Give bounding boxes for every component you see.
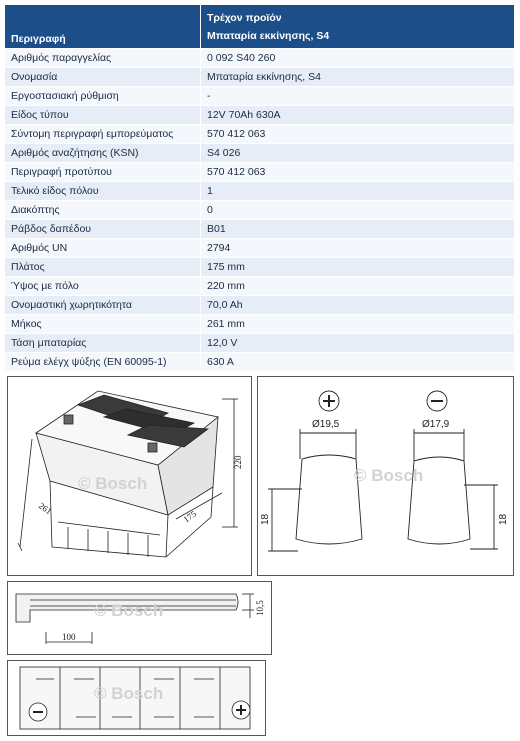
spec-row xyxy=(5,220,515,239)
spec-label: Αριθμός παραγγελίας xyxy=(5,49,201,68)
spec-label: Αριθμός UN xyxy=(5,239,201,258)
watermark: © Bosch xyxy=(354,466,424,485)
spec-row xyxy=(5,106,515,125)
minus-diameter-label: Ø17,9 xyxy=(422,419,450,430)
spec-label: Είδος τύπου xyxy=(5,106,201,125)
watermark: © Bosch xyxy=(94,684,164,703)
plus-height-label: 18 xyxy=(260,513,271,525)
spec-row xyxy=(5,163,515,182)
spec-row xyxy=(5,68,515,87)
spec-row xyxy=(5,201,515,220)
spec-value: 2794 xyxy=(201,239,515,258)
spec-label: Ύψος με πόλο xyxy=(5,277,201,296)
terminal-drawing xyxy=(258,377,513,575)
top-view-drawing-panel xyxy=(7,660,266,736)
spec-label: Περιγραφή προτύπου xyxy=(5,163,201,182)
spec-row xyxy=(5,239,515,258)
spec-value: - xyxy=(201,87,515,106)
terminal-drawing-panel xyxy=(257,376,514,576)
plus-diameter-label: Ø19,5 xyxy=(312,419,340,430)
spec-row xyxy=(5,334,515,353)
watermark: © Bosch xyxy=(78,474,148,493)
spec-label: Σύντομη περιγραφή εμπορεύματος xyxy=(5,125,201,144)
header-title-line2: Μπαταρία εκκίνησης, S4 xyxy=(207,29,330,42)
spec-table-header xyxy=(5,5,515,49)
spec-label: Πλάτος xyxy=(5,258,201,277)
spec-value: 1 xyxy=(201,182,515,201)
spec-value: 570 412 063 xyxy=(201,163,515,182)
battery-length-label: 261 xyxy=(36,500,54,517)
spec-table xyxy=(5,5,515,372)
spec-value: 70,0 Ah xyxy=(201,296,515,315)
spec-label: Τελικό είδος πόλου xyxy=(5,182,201,201)
header-title-line1: Τρέχον προϊόν xyxy=(207,11,282,24)
spec-value: 12V 70Ah 630A xyxy=(201,106,515,125)
spec-label: Ονομασία xyxy=(5,68,201,87)
spec-row xyxy=(5,87,515,106)
base-drawing-panel xyxy=(7,581,272,655)
spec-label: Ονομαστική χωρητικότητα xyxy=(5,296,201,315)
spec-row xyxy=(5,49,515,68)
spec-row xyxy=(5,258,515,277)
spec-value: 0 092 S40 260 xyxy=(201,49,515,68)
spec-value: 570 412 063 xyxy=(201,125,515,144)
battery-width-label: 175 xyxy=(181,508,199,525)
battery-drawing xyxy=(8,377,251,575)
base-drawing xyxy=(8,582,271,654)
watermark: © Bosch xyxy=(94,601,164,620)
spec-row xyxy=(5,125,515,144)
spec-row xyxy=(5,315,515,334)
spec-value: Μπαταρία εκκίνησης, S4 xyxy=(201,68,515,87)
spec-row xyxy=(5,277,515,296)
spec-label: Ράβδος δαπέδου xyxy=(5,220,201,239)
spec-value: 220 mm xyxy=(201,277,515,296)
spec-value: 630 A xyxy=(201,353,515,372)
spec-row xyxy=(5,182,515,201)
spec-value: 261 mm xyxy=(201,315,515,334)
base-width-label: 100 xyxy=(62,632,76,642)
spec-label: Εργοστασιακή ρύθμιση xyxy=(5,87,201,106)
spec-value: S4 026 xyxy=(201,144,515,163)
spec-row xyxy=(5,353,515,372)
battery-height-label: 220 xyxy=(233,455,243,469)
spec-label: Διακόπτης xyxy=(5,201,201,220)
spec-value: 0 xyxy=(201,201,515,220)
minus-height-label: 18 xyxy=(498,513,509,525)
spec-label: Μήκος xyxy=(5,315,201,334)
spec-label: Ρεύμα ελέγχ ψύξης (EN 60095-1) xyxy=(5,353,201,372)
spec-value: 12,0 V xyxy=(201,334,515,353)
spec-row xyxy=(5,144,515,163)
spec-label: Τάση μπαταρίας xyxy=(5,334,201,353)
spec-row xyxy=(5,296,515,315)
battery-drawing-panel xyxy=(7,376,252,576)
header-description: Περιγραφή xyxy=(5,5,201,49)
top-view-drawing xyxy=(8,661,265,735)
base-height-label: 10,5 xyxy=(255,600,265,616)
spec-value: 175 mm xyxy=(201,258,515,277)
header-current-product xyxy=(201,5,515,49)
spec-value: B01 xyxy=(201,220,515,239)
spec-label: Αριθμός αναζήτησης (KSN) xyxy=(5,144,201,163)
